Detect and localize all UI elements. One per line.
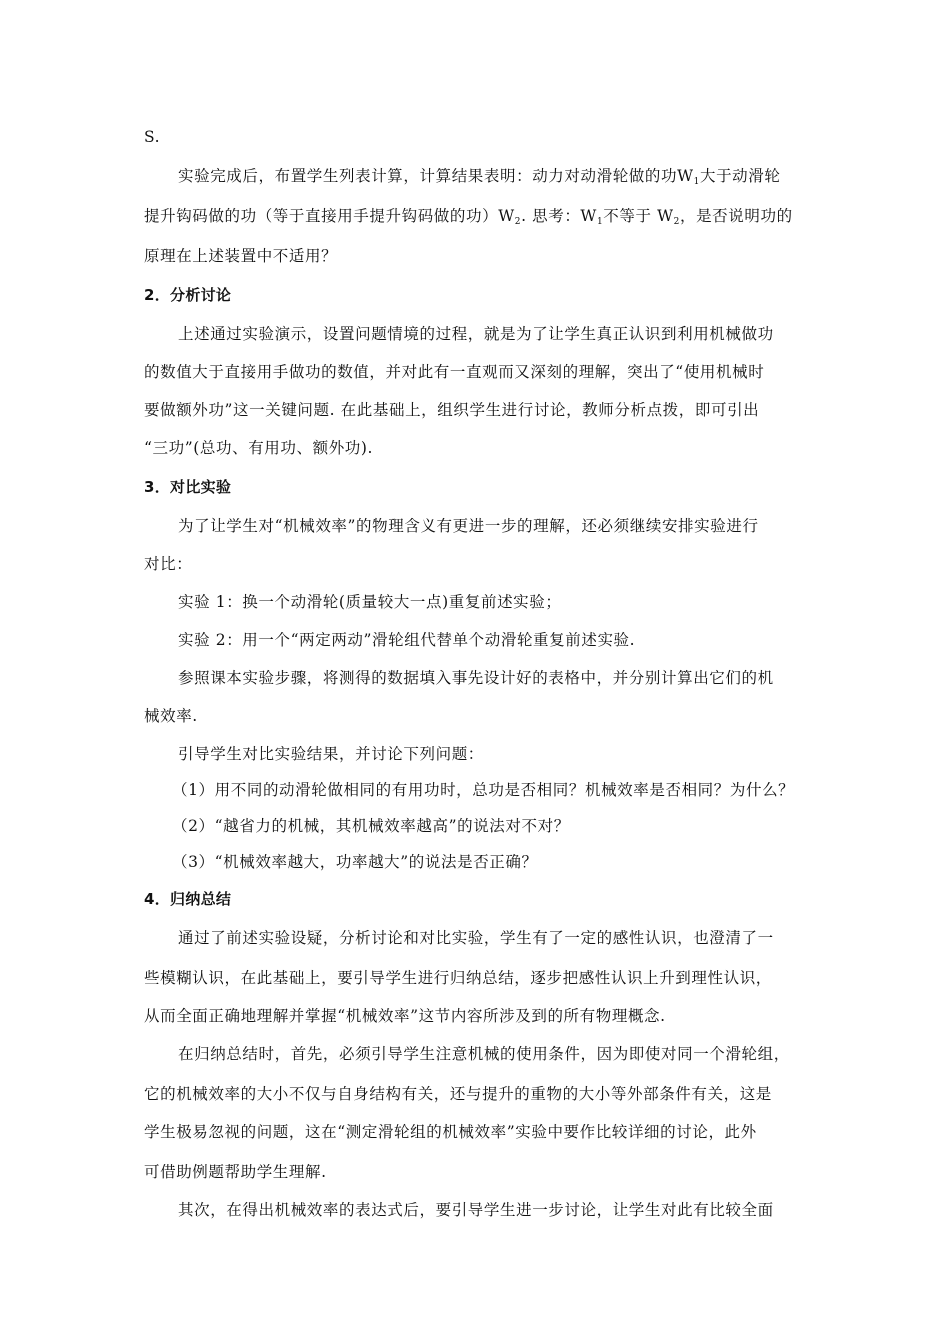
text-line: S. <box>144 128 161 146</box>
paragraph-line: 可借助例题帮助学生理解. <box>144 1163 327 1181</box>
paragraph-line: 从而全面正确地理解并掌握“机械效率”这节内容所涉及到的所有物理概念. <box>144 1007 666 1025</box>
paragraph-line: 提升钩码做的功（等于直接用手提升钩码做的功）$W_2$. 思考：$W_1$不等于 $W_2$，是否说明功的 <box>144 207 793 227</box>
paragraph-line: 在归纳总结时，首先，必须引导学生注意机械的使用条件，因为即使对同一个滑轮组， <box>178 1045 790 1063</box>
section-heading: 4．归纳总结 <box>144 890 232 908</box>
paragraph-line: 械效率. <box>144 707 198 725</box>
paragraph-line: 它的机械效率的大小不仅与自身结构有关，还与提升的重物的大小等外部条件有关，这是 <box>144 1085 772 1103</box>
paragraph-line: 原理在上述装置中不适用？ <box>144 247 338 265</box>
paragraph-line: 上述通过实验演示，设置问题情境的过程，就是为了让学生真正认识到利用机械做功 <box>178 325 774 343</box>
paragraph-line: 对比： <box>144 555 193 573</box>
paragraph-line: 实验 1：换一个动滑轮(质量较大一点)重复前述实验； <box>178 593 562 611</box>
paragraph-line: 实验完成后，布置学生列表计算，计算结果表明：动力对动滑轮做的功$W_1$大于动滑轮 <box>178 167 781 187</box>
paragraph-line: 实验 2：用一个“两定两动”滑轮组代替单个动滑轮重复前述实验. <box>178 631 636 649</box>
paragraph-line: 要做额外功”这一关键问题. 在此基础上，组织学生进行讨论，教师分析点拨，即可引出 <box>144 401 760 419</box>
paragraph-line: 些模糊认识，在此基础上，要引导学生进行归纳总结，逐步把感性认识上升到理性认识， <box>144 969 772 987</box>
question-line: （1）用不同的动滑轮做相同的有用功时，总功是否相同？机械效率是否相同？为什么？ <box>172 781 795 799</box>
paragraph-line: 为了让学生对“机械效率”的物理含义有更进一步的理解，还必须继续安排实验进行 <box>178 517 759 535</box>
paragraph-line: 参照课本实验步骤，将测得的数据填入事先设计好的表格中，并分别计算出它们的机 <box>178 669 774 687</box>
paragraph-line: 其次，在得出机械效率的表达式后，要引导学生进一步讨论，让学生对此有比较全面 <box>178 1201 774 1219</box>
paragraph-line: 引导学生对比实验结果，并讨论下列问题： <box>178 745 484 763</box>
question-line: （3）“机械效率越大，功率越大”的说法是否正确？ <box>172 853 538 871</box>
section-heading: 3．对比实验 <box>144 478 232 496</box>
paragraph-line: “三功”(总功、有用功、额外功). <box>144 439 374 457</box>
paragraph-line: 的数值大于直接用手做功的数值，并对此有一直观而又深刻的理解，突出了“使用机械时 <box>144 363 765 381</box>
question-line: （2）“越省力的机械，其机械效率越高”的说法对不对？ <box>172 817 570 835</box>
section-heading: 2．分析讨论 <box>144 286 232 304</box>
paragraph-line: 学生极易忽视的问题，这在“测定滑轮组的机械效率”实验中要作比较详细的讨论，此外 <box>144 1123 757 1141</box>
paragraph-line: 通过了前述实验设疑，分析讨论和对比实验，学生有了一定的感性认识，也澄清了一 <box>178 929 774 947</box>
